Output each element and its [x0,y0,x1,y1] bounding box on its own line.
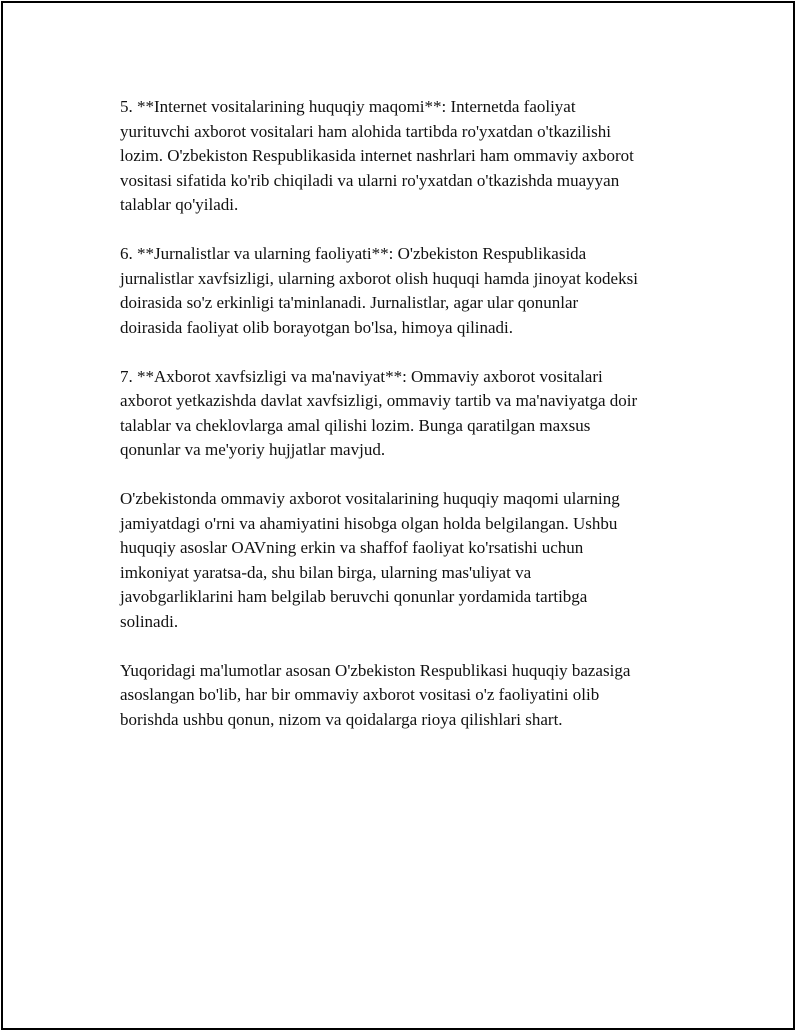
paragraph-internet-media [120,95,700,218]
text-line: axborot yetkazishda davlat xavfsizligi, ommaviy tartib va ma'naviyatga doir [120,391,638,410]
text-line: lozim. O'zbekiston Respublikasida internet nashrlari ham ommaviy axborot [120,146,634,165]
text-line: 7. **Axborot xavfsizligi va ma'naviyat**: Ommaviy axborot vositalari [120,366,603,386]
text-line: huquqiy asoslar OAVning erkin va shaffof faoliyat ko'rsatishi uchun [120,538,584,557]
text-line: solinadi. [120,611,179,631]
text-line: talablar qo'yiladi. [120,195,239,214]
text-line: Yuqoridagi ma'lumotlar asosan O'zbekiston Respublikasi huquqiy bazasiga [120,660,631,680]
text-line: qonunlar va me'yoriy hujjatlar mavjud. [120,440,386,459]
paragraph-summary [120,487,700,634]
text-line: borishda ushbu qonun, nizom va qoidalarga rioya qilishlari shart. [120,709,563,729]
text-line: javobgarliklarini ham belgilab beruvchi qonunlar yordamida tartibga [120,587,588,606]
paragraph-information-security [120,365,700,463]
document-body [120,95,700,757]
text-line: imkoniyat yaratsa-da, shu bilan birga, ularning mas'uliyat va [120,562,532,582]
text-line: jamiyatdagi o'rni va ahamiyatini hisobga olgan holda belgilangan. Ushbu [120,513,618,533]
text-line: 6. **Jurnalistlar va ularning faoliyati**: O'zbekiston Respublikasida [120,244,587,263]
text-line: yurituvchi axborot vositalari ham alohida tartibda ro'yxatdan o'tkazilishi [120,121,611,141]
text-line: talablar va cheklovlarga amal qilishi lozim. Bunga qaratilgan maxsus [120,415,591,435]
text-line: doirasida so'z erkinligi ta'minlanadi. Jurnalistlar, agar ular qonunlar [120,293,579,312]
text-line: O'zbekistonda ommaviy axborot vositalarining huquqiy maqomi ularning [120,489,620,508]
paragraph-conclusion [120,659,700,733]
text-line: doirasida faoliyat olib borayotgan bo'lsa, himoya qilinadi. [120,317,514,337]
document-page [1,1,795,1030]
text-line: jurnalistlar xavfsizligi, ularning axborot olish huquqi hamda jinoyat kodeksi [120,268,638,288]
text-line: asoslangan bo'lib, har bir ommaviy axborot vositasi o'z faoliyatini olib [120,685,600,704]
paragraph-journalists [120,242,700,340]
text-line: vositasi sifatida ko'rib chiqiladi va ularni ro'yxatdan o'tkazishda muayyan [120,170,620,190]
text-line: 5. **Internet vositalarining huquqiy maqomi**: Internetda faoliyat [120,97,576,116]
